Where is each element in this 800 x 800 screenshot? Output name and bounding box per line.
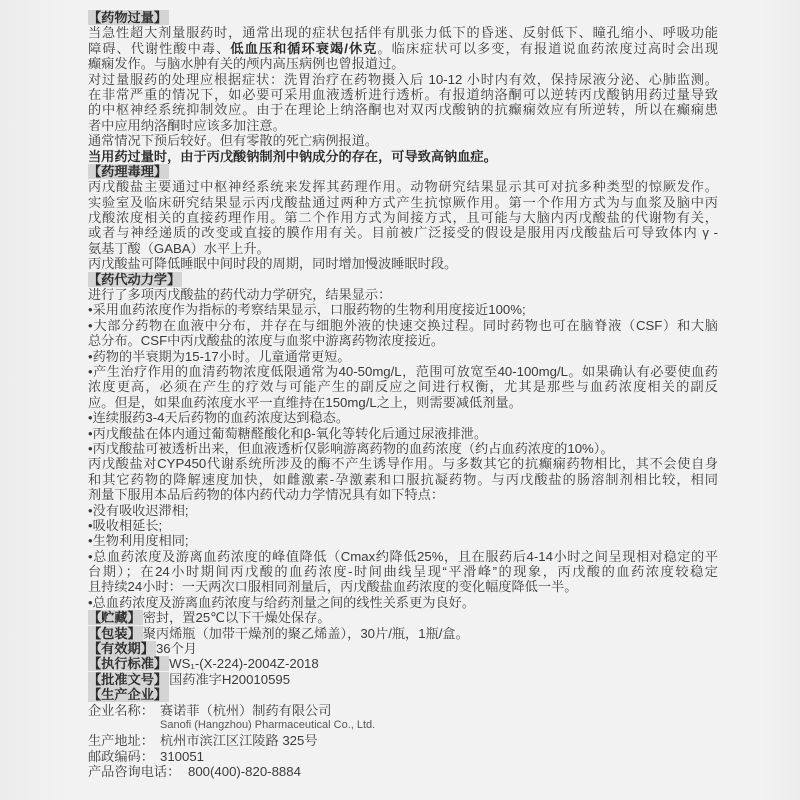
pharmacokinetics-line: 总分布。CSF中丙戊酸盐的浓度与血浆中游离药物浓度接近。 <box>88 333 445 349</box>
section-storage <box>88 610 718 625</box>
shelf-life-text: 36个月 <box>155 641 197 657</box>
section-header-packaging: 【包装】 <box>88 625 141 641</box>
overdose-line: 对过量服药的处理应根据症状：洗胃治疗在药物摄入后 10-12 小时内有效，保持尿液分泌、心肺监测。 <box>88 71 718 87</box>
text-segment: 障碍、代谢性酸中毒、 <box>88 40 231 56</box>
overdose-line: 者中应用纳洛酮时应该多加注意。 <box>88 117 286 133</box>
overdose-warning-note: 当用药过量时，由于丙戊酸钠制剂中钠成分的存在，可导致高钠血症。 <box>88 148 497 164</box>
storage-text: 密封，置25℃以下干燥处保存。 <box>142 610 331 626</box>
section-header-line <box>88 164 718 179</box>
overdose-line <box>88 41 718 56</box>
pharmacology-line: 丙戊酸盐主要通过中枢神经系统来发挥其药理作用。动物研究结果显示其可对抗多种类型的惊厥发作。 <box>88 179 718 195</box>
pharmacokinetics-line: •丙戊酸盐可被透析出来，但血液透析仅影响游离药物的血药浓度（约占血药浓度的10%）。 <box>88 440 614 456</box>
pharmacokinetics-line: 应。但是，如果血药浓度水平一直维持在150mg/L之上，则需要减低剂量。 <box>88 394 522 410</box>
pharmacokinetics-line: •总血药浓度及游离血药浓度与给药剂量之间的线性关系更为良好。 <box>88 594 476 610</box>
section-standard <box>88 656 718 671</box>
hotline-row <box>88 764 718 779</box>
section-header-line <box>88 272 718 287</box>
section-packaging <box>88 626 718 641</box>
standard-text: WS₁-(X-224)-2004Z-2018 <box>169 656 319 672</box>
company-name-label: 企业名称： <box>88 702 154 718</box>
section-header-shelf-life: 【有效期】 <box>88 641 154 657</box>
section-header-line <box>88 10 718 25</box>
approval-number: 国药准字H20010595 <box>169 671 291 687</box>
overdose-line: 的中枢神经系统抑制效应。由于在理论上纳洛酮也对双丙戊酸钠的抗癫痫效应有所逆转，所以在癫痫患 <box>88 102 718 118</box>
section-header-approval: 【批准文号】 <box>88 671 168 687</box>
pharmacokinetics-line: 台期）；在24小时期间丙戊酸的血药浓度-时间曲线呈现“平滑峰”的现象，丙戊酸的血药浓度较稳定 <box>88 564 718 580</box>
postcode-value: 310051 <box>160 748 205 764</box>
pharmacology-line: 实验室及临床研究结果显示丙戊酸盐通过两种方式产生抗惊厥作用。第一个作用方式为与血浆及脑中丙 <box>88 194 718 210</box>
pharmacokinetics-line: •丙戊酸盐在体内通过葡萄糖醛酸化和β-氧化等转化后通过尿液排泄。 <box>88 425 488 441</box>
text-segment: 。临床症状可以多变，有报道说血药浓度过高时会出现 <box>377 40 718 56</box>
emphasis-text: 低血压和循环衰竭/休克 <box>230 40 378 56</box>
address-value: 杭州市滨江区江陵路 325号 <box>160 733 318 749</box>
postcode-row <box>88 749 718 764</box>
pharmacokinetics-line: 进行了多项丙戊酸盐的药代动力学研究，结果显示： <box>88 287 392 303</box>
pharmacokinetics-line: •总血药浓度及游离血药浓度的峰值降低（Cmax约降低25%，且在服药后4-14小时之间呈现相对稳定的平 <box>88 548 718 564</box>
section-header-overdose: 【药物过量】 <box>88 10 168 25</box>
pharmacokinetics-line: •连续服药3-4天后药物的血药浓度达到稳态。 <box>88 410 350 426</box>
pharmacokinetics-line: •采用血药浓度作为指标的考察结果显示，口服药物的生物利用度接近100%; <box>88 302 526 318</box>
section-header-storage: 【贮藏】 <box>88 610 141 626</box>
pharmacokinetics-line: •没有吸收迟滞相; <box>88 502 189 518</box>
section-pharmacology <box>88 164 718 272</box>
section-header-line <box>88 687 718 702</box>
pharmacology-line: 戊酸浓度相关的直接药理作用。第二个作用方式为间接方式，且可能与大脑内丙戊酸盐的代谢物有关， <box>88 210 718 226</box>
section-header-pharmacokinetics: 【药代动力学】 <box>88 271 181 287</box>
overdose-line: 在非常严重的情况下，如必要可采用血液透析进行透析。有报道纳洛酮可以逆转丙戊酸钠用药过量导致 <box>88 86 718 102</box>
section-overdose <box>88 10 718 164</box>
pharmacokinetics-line: 浓度更高，必须在产生的疗效与可能产生的副反应之间进行权衡，尤其是那些与血药浓度相关的副反 <box>88 379 718 395</box>
pharmacokinetics-line: 丙戊酸盐对CYP450代谢系统所涉及的酶不产生诱导作用。与多数其它的抗癫痫药物相比，其不会使自身 <box>88 456 718 472</box>
pharmacology-line: 丙戊酸盐可降低睡眠中间时段的周期，同时增加慢波睡眠时段。 <box>88 256 458 272</box>
pharmacokinetics-line: •生物利用度相同; <box>88 533 189 549</box>
pharmacokinetics-line: •吸收相延长; <box>88 517 163 533</box>
company-name-english: Sanofi (Hangzhou) Pharmaceutical Co., Ltd. <box>160 718 376 731</box>
package-insert-text <box>88 10 718 780</box>
section-header-standard: 【执行标准】 <box>88 656 168 672</box>
section-header-pharmacology: 【药理毒理】 <box>88 163 168 179</box>
pharmacokinetics-line: •产生治疗作用的血清药物浓度低限通常为40-50mg/L，范围可放宽至40-100mg/L。如果确认有必要使血药 <box>88 363 718 379</box>
hotline-value: 800(400)-820-8884 <box>188 764 301 780</box>
pharmacokinetics-line: 和其它药物的降解速度加快，如雌激素-孕激素和口服抗凝药物。与丙戊酸盐的肠溶制剂相比较，相同 <box>88 471 718 487</box>
pharmacokinetics-line: •大部分药物在血液中分布，并存在与细胞外液的快速交换过程。同时药物也可在脑脊液（CSF）和大脑 <box>88 317 718 333</box>
address-label: 生产地址： <box>88 733 154 749</box>
company-name: 赛诺菲（杭州）制药有限公司 <box>160 702 332 718</box>
pharmacology-line: 或者与神经递质的改变或直接的膜作用有关。目前被广泛接受的假设是服用丙戊酸盐后可导致体内 γ - <box>88 225 718 241</box>
pharmacokinetics-line: 剂量下服用本品后药物的体内药代动力学情况具有如下特点： <box>88 487 445 503</box>
section-header-manufacturer: 【生产企业】 <box>88 687 168 703</box>
hotline-label: 产品咨询电话： <box>88 764 181 780</box>
overdose-line: 通常情况下预后较好。但有零散的死亡病例报道。 <box>88 133 379 149</box>
postcode-label: 邮政编码： <box>88 748 154 764</box>
overdose-line: 癫痫发作。与脑水肿有关的颅内高压病例也曾报道过。 <box>88 56 405 72</box>
overdose-line: 当急性超大剂量服药时，通常出现的症状包括伴有肌张力低下的昏迷、反射低下、瞳孔缩小、呼吸功能 <box>88 25 718 41</box>
pharmacology-line: 氨基丁酸（GABA）水平上升。 <box>88 240 270 256</box>
packaging-text: 聚丙烯瓶（加带干燥剂的聚乙烯盖），30片/瓶，1瓶/盒。 <box>142 625 469 641</box>
section-manufacturer <box>88 687 718 779</box>
pharmacokinetics-line: •药物的半衰期为15-17小时。儿童通常更短。 <box>88 348 351 364</box>
section-approval <box>88 672 718 687</box>
section-shelf-life <box>88 641 718 656</box>
section-pharmacokinetics <box>88 272 718 611</box>
company-name-row <box>88 703 718 718</box>
address-row <box>88 733 718 748</box>
pharmacokinetics-line: 且持续24小时：一天两次口服相同剂量后，丙戊酸盐血药浓度的变化幅度降低一半。 <box>88 579 578 595</box>
